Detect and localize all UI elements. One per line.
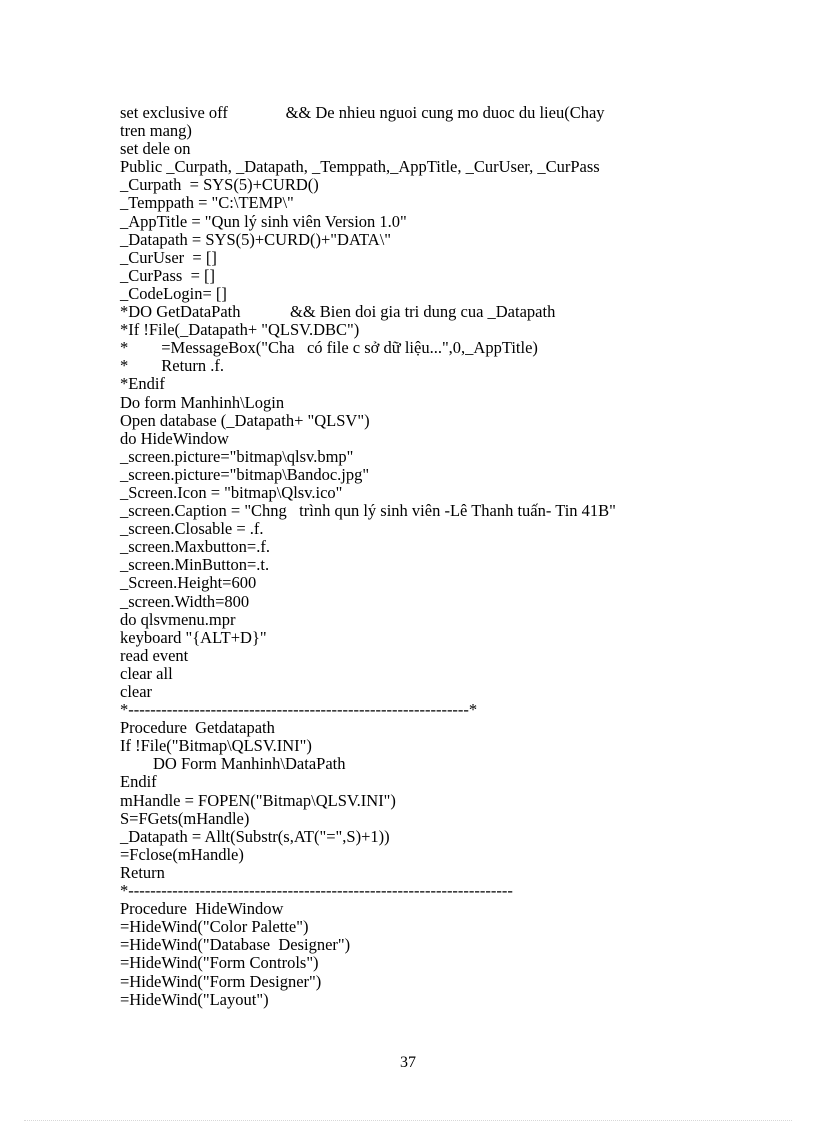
code-line: * Return .f. [120, 356, 225, 376]
code-line: _Datapath = Allt(Substr(s,AT("=",S)+1)) [120, 826, 390, 846]
code-line: mHandle = FOPEN("Bitmap\QLSV.INI") [120, 790, 396, 810]
code-line: clear all [120, 663, 173, 683]
code-line: _screen.picture="bitmap\qlsv.bmp" [120, 446, 354, 466]
code-line: =HideWind("Form Designer") [120, 971, 322, 991]
code-line: *DO GetDataPath && Bien doi gia tri dung cua _Datapath [120, 302, 556, 322]
code-line: S=FGets(mHandle) [120, 808, 250, 828]
code-line: Do form Manhinh\Login [120, 392, 285, 412]
code-line: *Endif [120, 374, 165, 394]
page-number: 37 [400, 1054, 416, 1071]
code-line: _screen.Caption = "Chng trình qun lý sinh viên -Lê Thanh tuấn- Tin 41B" [120, 501, 616, 521]
code-line: _CurPass = [] [120, 265, 216, 285]
code-listing [120, 104, 700, 1009]
code-line: If !File("Bitmap\QLSV.INI") [120, 736, 312, 756]
code-line: Endif [120, 772, 157, 792]
code-line: =HideWind("Layout") [120, 989, 269, 1009]
code-line: _CurUser = [] [120, 247, 217, 267]
code-line: *If !File(_Datapath+ "QLSV.DBC") [120, 320, 360, 340]
code-line: _screen.Maxbutton=.f. [120, 537, 270, 557]
code-line: Procedure Getdatapath [120, 718, 275, 738]
code-line: clear [120, 682, 153, 701]
code-line: _Temppath = "C:\TEMP\" [120, 193, 294, 213]
code-line: do qlsvmenu.mpr [120, 609, 236, 629]
code-line: _Curpath = SYS(5)+CURD() [120, 175, 319, 195]
code-line: =HideWind("Form Controls") [120, 953, 319, 973]
code-line: _screen.picture="bitmap\Bandoc.jpg" [120, 464, 370, 484]
code-line: set exclusive off && De nhieu nguoi cung mo duoc du lieu(Chay [120, 103, 605, 122]
code-line: =HideWind("Database Designer") [120, 935, 351, 955]
code-line: _Screen.Height=600 [120, 573, 257, 593]
code-line: Open database (_Datapath+ "QLSV") [120, 410, 370, 430]
code-line: =HideWind("Color Palette") [120, 917, 309, 937]
code-line: =Fclose(mHandle) [120, 844, 244, 864]
page-bottom-edge [24, 1120, 792, 1121]
code-line: _screen.Width=800 [120, 591, 250, 611]
code-line: read event [120, 645, 189, 665]
code-line: _AppTitle = "Qun lý sinh viên Version 1.0" [120, 211, 407, 231]
code-line: _Datapath = SYS(5)+CURD()+"DATA\" [120, 229, 392, 249]
code-line: Return [120, 862, 165, 882]
code-line: Procedure HideWindow [120, 899, 284, 919]
code-line: keyboard "{ALT+D}" [120, 627, 267, 647]
code-line: set dele on [120, 139, 191, 159]
separator-comment-line: *--------------------------------------------------------------* [120, 700, 478, 720]
code-line: Public _Curpath, _Datapath, _Temppath,_AppTitle, _CurUser, _CurPass [120, 157, 600, 177]
code-line: do HideWindow [120, 428, 229, 448]
code-line: * =MessageBox("Cha có file c sở dữ liệu...",0,_AppTitle) [120, 338, 538, 358]
code-line: _CodeLogin= [] [120, 283, 227, 303]
code-line: _screen.MinButton=.t. [120, 555, 270, 575]
code-line: tren mang) [120, 121, 192, 141]
code-line: DO Form Manhinh\DataPath [120, 754, 346, 774]
code-line: _Screen.Icon = "bitmap\Qlsv.ico" [120, 482, 343, 502]
code-line: _screen.Closable = .f. [120, 519, 264, 539]
separator-comment-line: *---------------------------------------------------------------------- [120, 881, 513, 901]
